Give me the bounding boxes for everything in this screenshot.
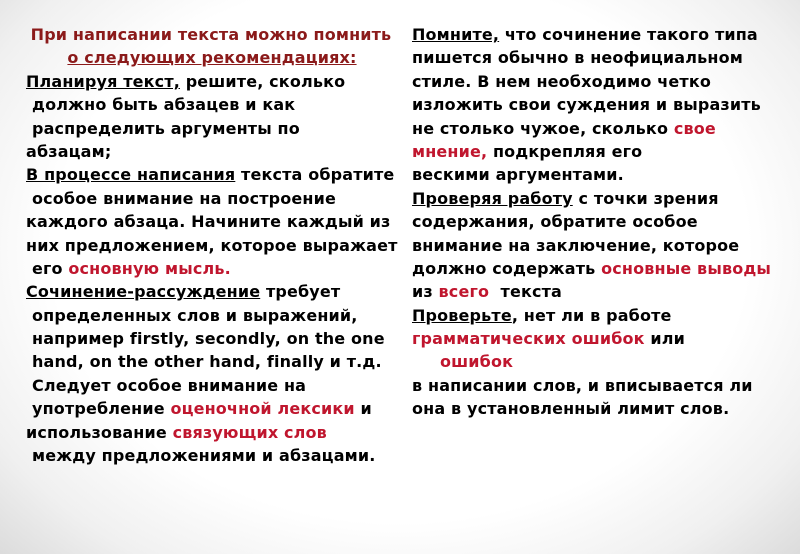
left-p3-underlined: Сочинение-рассуждение	[26, 282, 261, 302]
right-p3-line-1	[412, 304, 792, 327]
right-p1-line-7: вескими аргументами.	[412, 165, 624, 185]
left-p2-emphasis-main-idea: основную мысль.	[68, 258, 231, 278]
right-p1-line-3: стиле. В нем необходимо четко	[412, 71, 711, 91]
right-p1-line-5	[412, 117, 792, 140]
left-p3-line-8: между предложениями и абзацами.	[32, 446, 376, 466]
right-p2-emphasis-conclusions: основные выводы	[601, 258, 772, 278]
right-p3-line-5: она в установленный лимит слов.	[412, 399, 730, 419]
right-p2-line-5	[412, 280, 792, 303]
left-p2-line-1	[26, 163, 396, 186]
left-p1-text-1: решите, сколько	[179, 71, 346, 91]
right-p1-text-6b: подкрепляя его	[487, 141, 643, 161]
right-p1-line-4: изложить свои суждения и выразить	[412, 95, 761, 115]
right-p1-line-2: пишется обычно в неофициальном	[412, 48, 743, 68]
right-p2-text-5b: текста	[489, 282, 562, 302]
right-p3-emphasis-errors: ошибок	[440, 352, 514, 372]
left-p3-text-7a: использование	[26, 422, 173, 442]
right-p2-text-1: с точки зрения	[572, 188, 719, 208]
right-p3-emphasis-grammar: грамматических ошибок	[412, 329, 645, 349]
right-p2-emphasis-whole: всего	[438, 282, 490, 302]
left-p3-line-7	[26, 421, 396, 444]
left-p3-emphasis-evaluative: оценочной лексики	[170, 399, 355, 419]
heading-line-1: При написании текста можно помнить	[30, 25, 392, 44]
left-p3-emphasis-connectives: связующих слов	[172, 422, 327, 442]
left-p2-line-5	[26, 257, 396, 280]
left-p2-line-4: них предложением, которое выражает	[26, 235, 398, 255]
left-p1-line-2: должно быть абзацев и как	[32, 95, 296, 115]
left-column	[26, 23, 396, 467]
left-p2-line-2: особое внимание на построение	[32, 188, 336, 208]
right-p2-line-3: внимание на заключение, которое	[412, 235, 740, 255]
left-p3-line-2: определенных слов и выражений,	[32, 305, 358, 325]
left-p2-text-1: текста обратите	[235, 165, 395, 185]
right-p3-text-1: , нет ли в работе	[511, 305, 672, 325]
heading-line-2-text: о следующих рекомендациях:	[67, 48, 357, 68]
left-p3-text-1: требует	[260, 282, 341, 302]
left-p3-line-3: например firstly, secondly, on the one	[32, 329, 385, 349]
left-p2-line-3: каждого абзаца. Начините каждый из	[26, 212, 391, 232]
left-p2-text-5: его	[32, 258, 69, 278]
right-p2-line-2: содержания, обратите особое	[412, 212, 698, 232]
right-column	[412, 23, 792, 421]
heading-line-2	[26, 46, 396, 69]
right-p2-line-1	[412, 187, 792, 210]
left-p3-line-6	[26, 397, 396, 420]
left-p1-line-3: распределить аргументы по	[32, 118, 300, 138]
right-p1-emphasis-opinion: мнение,	[412, 141, 488, 161]
left-p2-underlined: В процессе написания	[26, 165, 236, 185]
right-p3-underlined: Проверьте	[412, 305, 512, 325]
right-p1-line-1	[412, 23, 792, 46]
right-p2-underlined: Проверяя работу	[412, 188, 573, 208]
right-p3-text-2b: или	[644, 329, 686, 349]
right-p2-text-4a: должно содержать	[412, 258, 602, 278]
left-p1-line-4: абзацам;	[26, 141, 112, 161]
right-p1-underlined: Помните,	[412, 25, 500, 44]
right-p2-line-4	[412, 257, 792, 280]
right-p1-text-5a: не столько чужое, сколько	[412, 118, 674, 138]
left-p1-line-1	[26, 70, 396, 93]
right-p2-text-5a: из	[412, 282, 439, 302]
right-p1-emphasis-own: свое	[673, 118, 716, 138]
left-p3-text-6b: и	[354, 399, 372, 419]
left-p3-line-4: hand, on the other hand, finally и т.д.	[32, 352, 382, 372]
right-p3-line-3	[412, 350, 792, 373]
left-p3-line-1	[26, 280, 396, 303]
left-p3-line-5: Следует особое внимание на	[32, 375, 307, 395]
right-p3-line-4: в написании слов, и вписывается ли	[412, 375, 753, 395]
right-p1-text-1: что сочинение такого типа	[499, 25, 758, 44]
right-p1-line-6	[412, 140, 792, 163]
left-p3-text-6a: употребление	[32, 399, 171, 419]
left-p1-underlined: Планируя текст,	[26, 71, 180, 91]
right-p3-line-2	[412, 327, 792, 350]
